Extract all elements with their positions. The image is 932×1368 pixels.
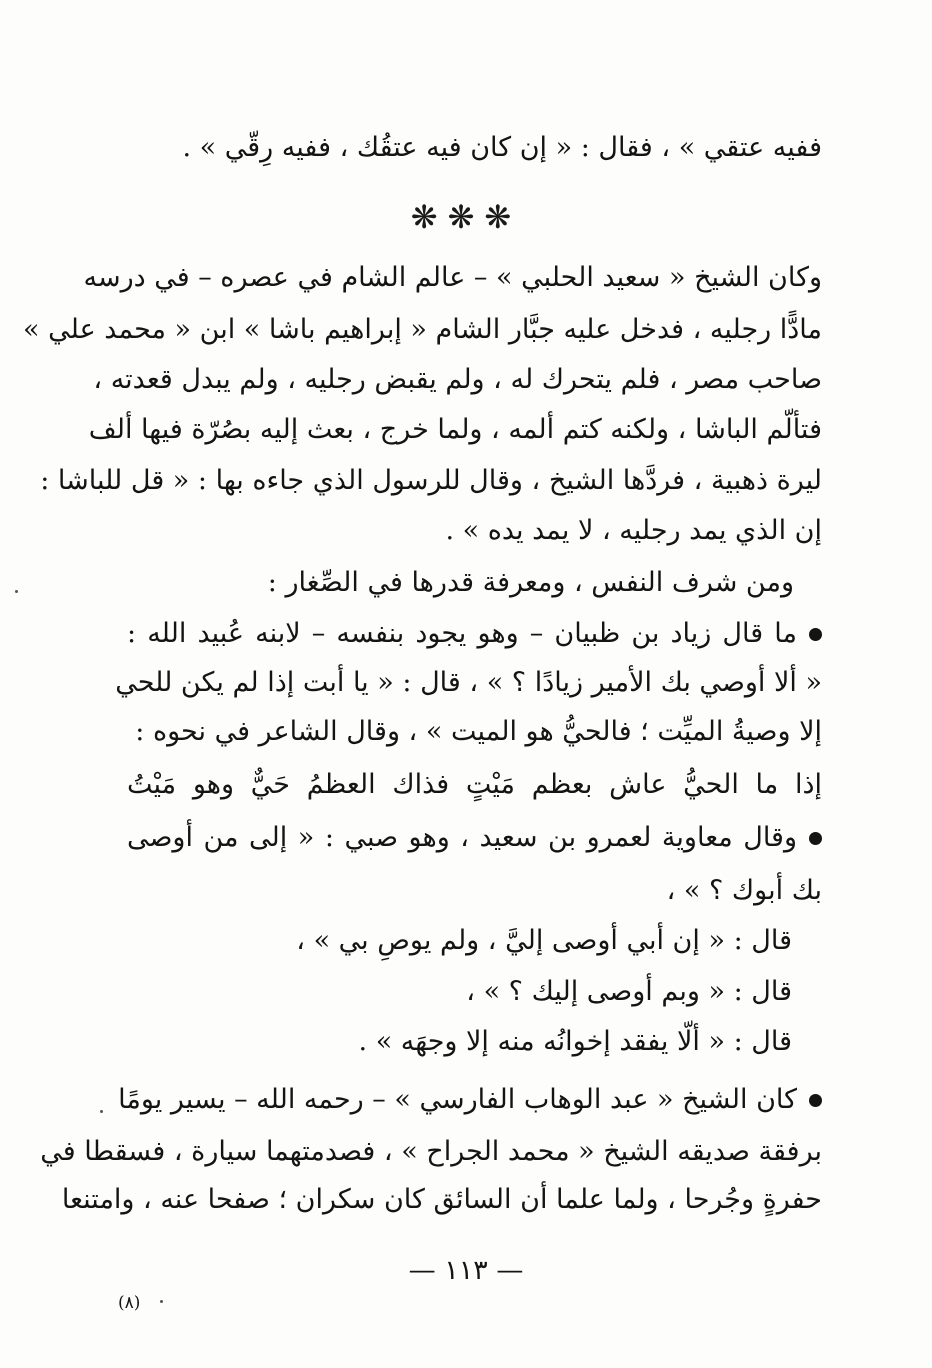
- text-line-19: برفقة صديقه الشيخ « محمد الجراح » ، فصدمتهما سيارة ، فسقطا في: [40, 1136, 822, 1167]
- bullet-line-2: [127, 818, 822, 858]
- text-line-2: وكان الشيخ « سعيد الحلبي » – عالم الشام في عصره – في درسه: [83, 262, 822, 293]
- bullet-text-2: وقال معاوية لعمرو بن سعيد ، وهو صبي : « إلى من أوصى: [127, 822, 797, 853]
- dialogue-line-3: قال : « ألّا يفقد إخوانُه منه إلا وجهَه » .: [358, 1026, 792, 1057]
- poem-verse: إذا ما الحيُّ عاش بعظم مَيْتٍ فذاك العظمُ حَيٌّ وهو مَيْتُ: [127, 769, 822, 800]
- scan-speck: [15, 590, 18, 593]
- bullet-line-1: [127, 614, 822, 654]
- bullet-line-3: [118, 1080, 822, 1120]
- scan-speck: [100, 1110, 103, 1113]
- text-line-8: ومن شرف النفس ، ومعرفة قدرها في الصِّغار :: [267, 567, 794, 598]
- page-number: — ١١٣ —: [408, 1255, 524, 1286]
- dialogue-line-1: قال : « إن أبي أوصى إليَّ ، ولم يوصِ بي » ،: [296, 925, 792, 956]
- bullet-text-3: كان الشيخ « عبد الوهاب الفارسي » – رحمه الله – يسير يومًا: [118, 1084, 797, 1115]
- text-line-14: بك أبوك ؟ » ،: [666, 875, 822, 906]
- text-line-5: فتألّم الباشا ، ولكنه كتم ألمه ، ولما خرج ، بعث إليه بصُرّة فيها ألف: [88, 414, 822, 445]
- text-line-10: « ألا أوصي بك الأمير زيادًا ؟ » ، قال : « يا أبت إذا لم يكن للحي: [115, 667, 822, 698]
- text-line-7: إن الذي يمد رجليه ، لا يمد يده » .: [445, 515, 822, 546]
- bullet-icon: [809, 628, 822, 641]
- bullet-icon: [809, 832, 822, 845]
- text-line-20: حفرةٍ وجُرحا ، ولما علما أن السائق كان سكران ؛ صفحا عنه ، وامتنعا: [61, 1184, 822, 1215]
- dialogue-line-2: قال : « وبم أوصى إليك ؟ » ،: [466, 976, 792, 1007]
- section-separator: ❋❋❋: [410, 198, 522, 236]
- signature-mark: (٨): [118, 1293, 141, 1313]
- text-line-6: ليرة ذهبية ، فردَّها الشيخ ، وقال للرسول الذي جاءه بها : « قل للباشا :: [40, 465, 822, 496]
- bullet-text-1: ما قال زياد بن ظبيان – وهو يجود بنفسه – لابنه عُبيد الله :: [127, 618, 797, 649]
- text-line-1: ففيه عتقي » ، فقال : « إن كان فيه عتقُك ، ففيه رِقّي » .: [182, 132, 822, 163]
- scan-speck: [160, 1300, 163, 1303]
- bullet-icon: [809, 1094, 822, 1107]
- text-line-3: مادًّا رجليه ، فدخل عليه جبَّار الشام « إبراهيم باشا » ابن « محمد علي »: [23, 314, 822, 345]
- text-line-4: صاحب مصر ، فلم يتحرك له ، ولم يقبض رجليه ، ولم يبدل قعدته ،: [93, 364, 822, 395]
- text-line-11: إلا وصيةُ الميِّت ؛ فالحيُّ هو الميت » ، وقال الشاعر في نحوه :: [135, 716, 822, 747]
